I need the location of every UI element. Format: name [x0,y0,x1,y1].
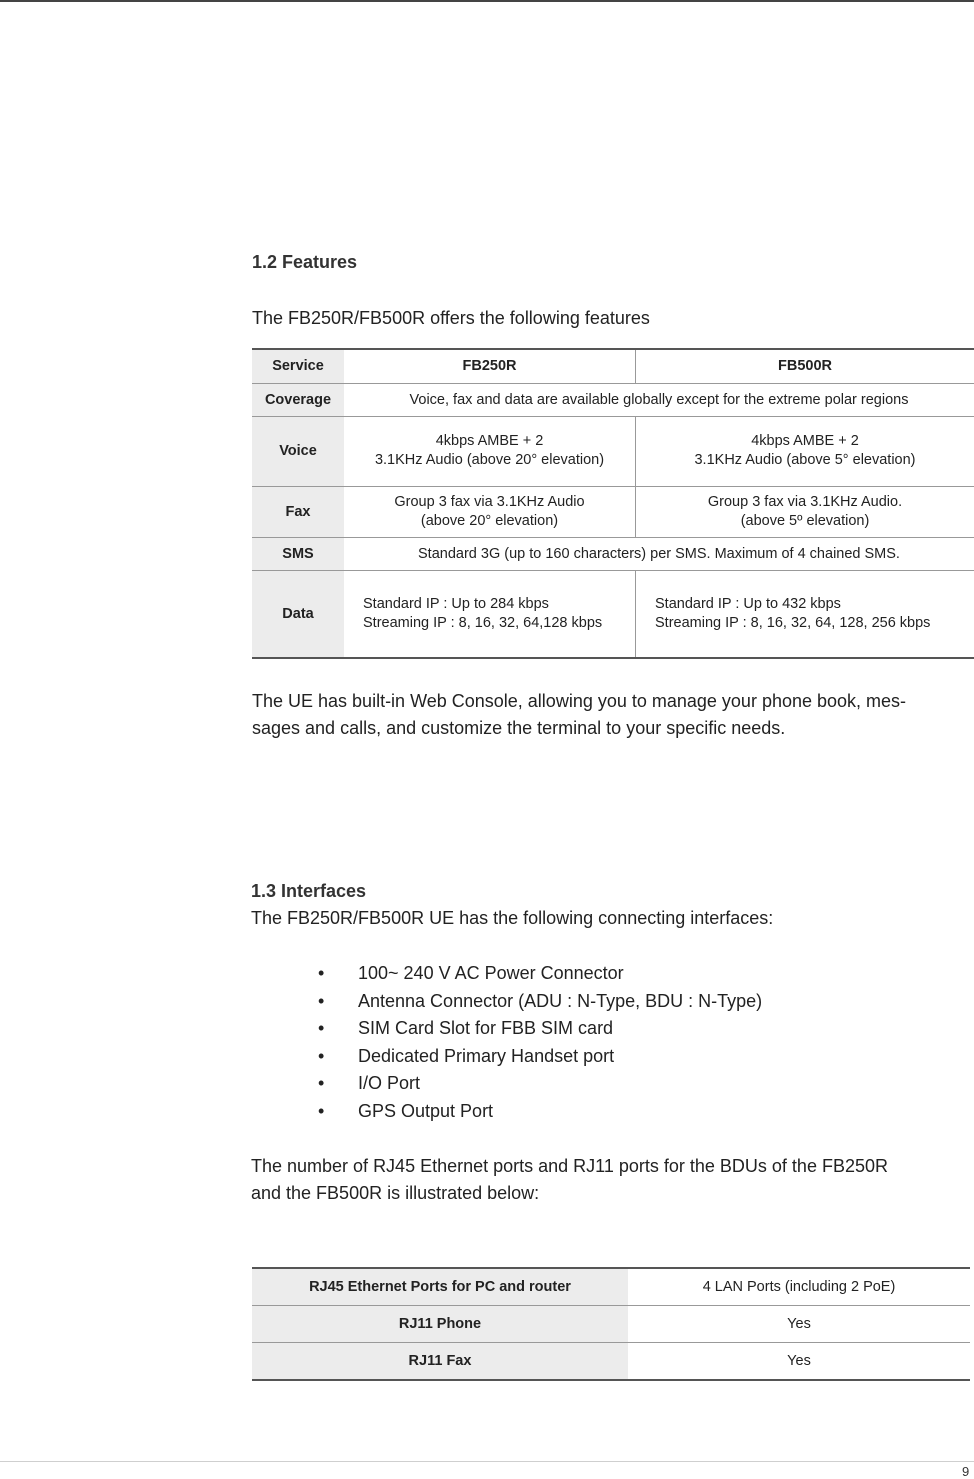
features-intro: The FB250R/FB500R offers the following features [252,305,650,332]
bullet-icon: • [318,1070,324,1098]
list-item-text: SIM Card Slot for FBB SIM card [358,1018,613,1038]
list-item [318,988,762,1016]
cell-line: (above 20° elevation) [350,512,629,531]
paragraph-line: The UE has built-in Web Console, allowing you to manage your phone book, mes- [252,688,906,715]
row-label-sms: SMS [252,537,344,570]
cell-line: Group 3 fax via 3.1KHz Audio [350,493,629,512]
list-item [318,960,762,988]
cell-line: 3.1KHz Audio (above 20° elevation) [350,451,629,470]
data-fb250r [344,570,636,658]
cell-line: Group 3 fax via 3.1KHz Audio. [642,493,968,512]
features-table [252,348,974,659]
bullet-icon: • [318,1043,324,1071]
fax-fb250r [344,486,636,537]
list-item-text: Antenna Connector (ADU : N-Type, BDU : N-Type) [358,991,762,1011]
table-row [252,383,974,416]
cell-line: Standard IP : Up to 432 kbps [655,595,968,614]
ports-value: Yes [628,1343,970,1381]
table-row [252,349,974,383]
list-item-text: Dedicated Primary Handset port [358,1046,614,1066]
table-row [252,570,974,658]
header-service: Service [252,349,344,383]
header-fb500r: FB500R [636,349,974,383]
list-item [318,1043,762,1071]
data-fb500r [636,570,974,658]
web-console-paragraph [252,688,906,742]
voice-fb500r [636,416,974,486]
cell-line: 4kbps AMBE + 2 [350,432,629,451]
section-heading-interfaces: 1.3 Interfaces [251,881,366,902]
row-label-voice: Voice [252,416,344,486]
list-item [318,1015,762,1043]
fax-fb500r [636,486,974,537]
list-item [318,1070,762,1098]
ports-label: RJ11 Phone [252,1306,628,1343]
coverage-value: Voice, fax and data are available globally except for the extreme polar regions [344,383,974,416]
cell-line: 3.1KHz Audio (above 5° elevation) [642,451,968,470]
table-row [252,1306,970,1343]
list-item-text: GPS Output Port [358,1101,493,1121]
ports-table [252,1267,970,1381]
table-row [252,537,974,570]
list-item-text: I/O Port [358,1073,420,1093]
table-row [252,1343,970,1381]
list-item-text: 100~ 240 V AC Power Connector [358,963,624,983]
bottom-rule [0,1461,974,1462]
list-item [318,1098,762,1126]
top-rule [0,0,974,2]
ports-intro-paragraph [251,1153,888,1207]
cell-line: Streaming IP : 8, 16, 32, 64, 128, 256 kbps [655,614,968,633]
cell-line: 4kbps AMBE + 2 [642,432,968,451]
paragraph-line: The number of RJ45 Ethernet ports and RJ11 ports for the BDUs of the FB250R [251,1153,888,1180]
interfaces-intro: The FB250R/FB500R UE has the following connecting interfaces: [251,905,773,932]
ports-value: 4 LAN Ports (including 2 PoE) [628,1268,970,1306]
header-fb250r: FB250R [344,349,636,383]
section-heading-features: 1.2 Features [252,252,357,273]
bullet-icon: • [318,1098,324,1126]
table-row [252,1268,970,1306]
paragraph-line: sages and calls, and customize the terminal to your specific needs. [252,715,906,742]
interfaces-list [318,960,762,1125]
paragraph-line: and the FB500R is illustrated below: [251,1180,888,1207]
page-number: 9 [962,1464,969,1479]
ports-value: Yes [628,1306,970,1343]
table-row [252,486,974,537]
ports-label: RJ45 Ethernet Ports for PC and router [252,1268,628,1306]
row-label-fax: Fax [252,486,344,537]
bullet-icon: • [318,1015,324,1043]
sms-value: Standard 3G (up to 160 characters) per SMS. Maximum of 4 chained SMS. [344,537,974,570]
row-label-coverage: Coverage [252,383,344,416]
cell-line: Standard IP : Up to 284 kbps [363,595,629,614]
cell-line: Streaming IP : 8, 16, 32, 64,128 kbps [363,614,629,633]
bullet-icon: • [318,960,324,988]
ports-label: RJ11 Fax [252,1343,628,1381]
bullet-icon: • [318,988,324,1016]
voice-fb250r [344,416,636,486]
cell-line: (above 5º elevation) [642,512,968,531]
table-row [252,416,974,486]
row-label-data: Data [252,570,344,658]
